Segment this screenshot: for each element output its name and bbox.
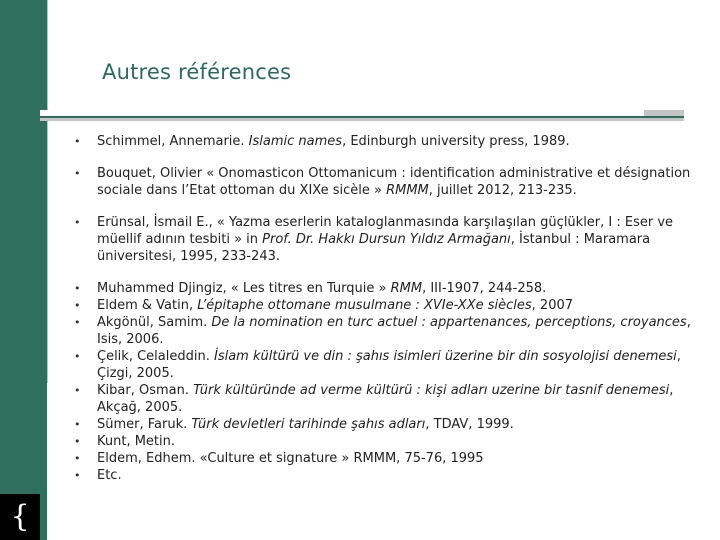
divider-line [40, 116, 684, 118]
bullet-icon: • [74, 282, 81, 295]
list-item: • Akgönül, Samim. De la nomination en turc actuel : appartenances, perceptions, croyances, Isis, 2006. [74, 315, 691, 347]
logo [0, 494, 40, 540]
list-item: • Muhammed Djingiz, « Les titres en Turquie » RMM, III-1907, 244-258. [74, 281, 547, 296]
list-item: • Eldem, Edhem. «Culture et signature » RMMM, 75-76, 1995 [74, 451, 484, 466]
bullet-icon: • [74, 435, 81, 448]
list-item: • Schimmel, Annemarie. Islamic names, Edinburgh university press, 1989. [74, 134, 570, 149]
references-body [72, 133, 692, 484]
list-item: • Çelik, Celaleddin. İslam kültürü ve din : şahıs isimleri üzerine bir din sosyolojisi denemesi, Çizgi, 2005. [74, 349, 681, 381]
logo-brace: { [10, 499, 30, 534]
left-accent-bar [0, 0, 47, 540]
list-item: • Eldem & Vatin, L’épitaphe ottomane musulmane : XVIe-XXe siècles, 2007 [74, 298, 574, 313]
bullet-icon: • [74, 418, 81, 431]
bullet-icon: • [74, 384, 81, 397]
bullet-icon: • [74, 135, 81, 148]
bullet-icon: • [74, 299, 81, 312]
bullet-icon: • [74, 469, 81, 482]
bullet-icon: • [74, 216, 81, 229]
references-list [72, 133, 692, 484]
left-border-line [47, 0, 48, 383]
bullet-icon: • [74, 350, 81, 363]
list-item: • Etc. [74, 468, 122, 483]
list-item: • Sümer, Faruk. Türk devletleri tarihinde şahıs adları, TDAV, 1999. [74, 417, 514, 432]
slide-title: Autres références [102, 60, 292, 84]
list-item: • Bouquet, Olivier « Onomasticon Ottomanicum : identification administrative et désignation sociale dans l’Etat ottoman du XIXe sicèle » RMMM, juillet 2012, 213-235. [74, 166, 691, 198]
title-divider [40, 110, 684, 121]
list-item: • Erünsal, İsmail E., « Yazma eserlerin kataloglanmasında karşılaşılan güçlükler, I : Eser ve müellif adının tesbiti » in Prof. Dr. Hakkı Dursun Yıldız Armağanı, İstanbul : Maramara üniversitesi, 1995, 233-243. [74, 215, 674, 264]
bullet-icon: • [74, 316, 81, 329]
list-item: • Kibar, Osman. Türk kültüründe ad verme kültürü : kişi adları uzerine bir tasnif denemesi, Akçağ, 2005. [74, 383, 674, 415]
list-item: • Kunt, Metin. [74, 434, 176, 449]
bullet-icon: • [74, 452, 81, 465]
bullet-icon: • [74, 167, 81, 180]
